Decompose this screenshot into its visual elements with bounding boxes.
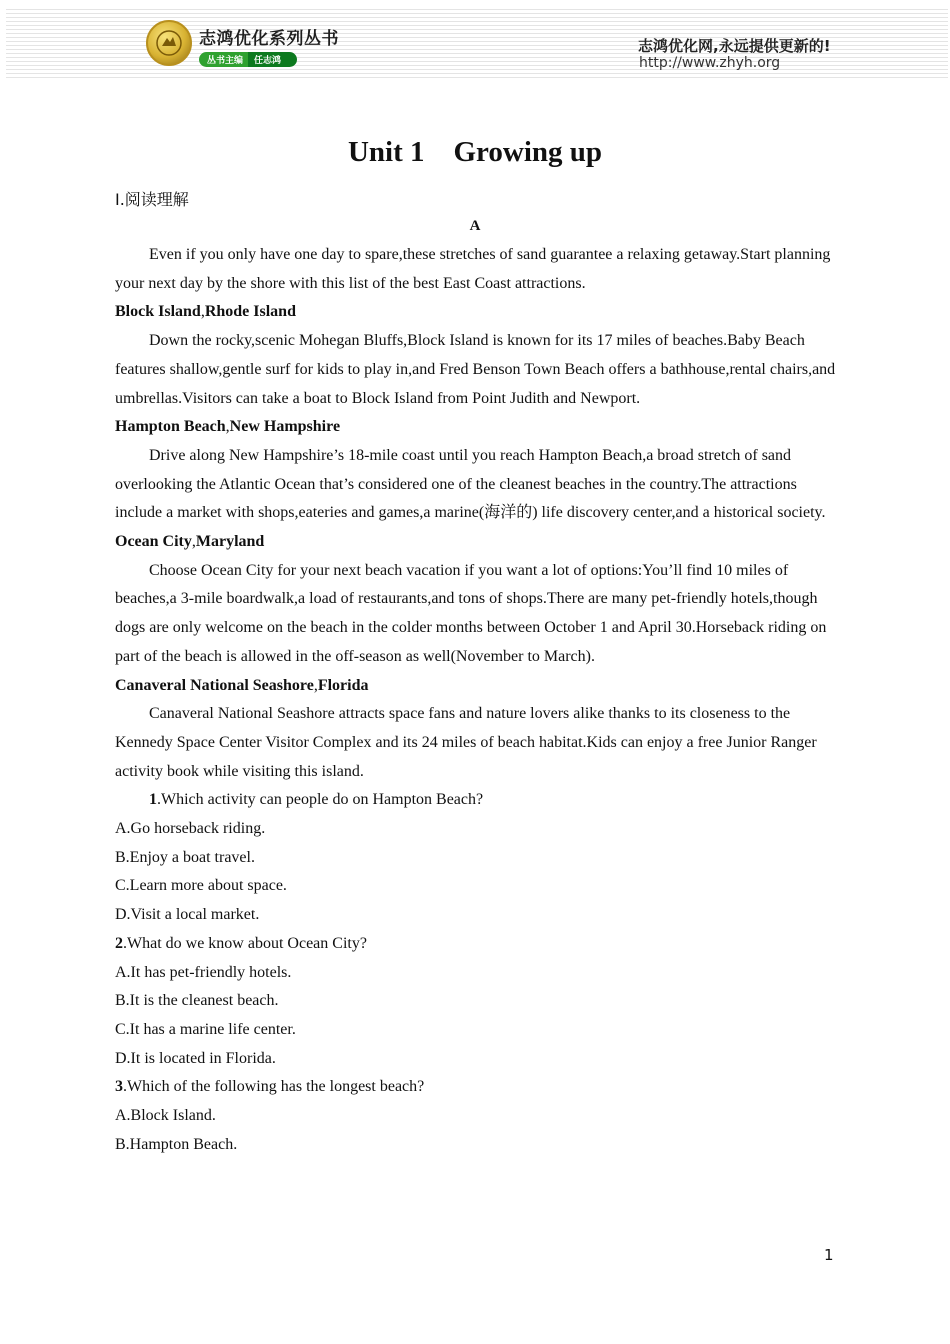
place-paragraph: Choose Ocean City for your next beach vacation if you want a lot of options:You’ll find 10 miles of beaches,a 3-mile boardwalk,a load of restaurants,and tons of shops.There are many pet-friendly hotels,though dogs are only welcome on the beach in the colder months between October 1 and April 30.Horseback riding on part of the beach is allowed in the off-season as well(November to March). [115,561,827,665]
answer-option: A.Go horseback riding. [115,820,266,838]
header-url[interactable]: http://www.zhyh.org [639,55,781,71]
answer-option: B.Enjoy a boat travel. [115,848,255,866]
editor-label: 丛书主编 [207,56,244,66]
passage-label: A [469,218,481,234]
place-heading: Hampton Beach,New Hampshire [115,418,341,436]
section-heading: Ⅰ.阅读理解 [115,190,189,209]
intro-paragraph: Even if you only have one day to spare,these stretches of sand guarantee a relaxing getaway.Start planning your next day by the shore with this list of the best East Coast attractions. [115,246,831,292]
question-stem [115,1073,837,1102]
place-paragraph: Down the rocky,scenic Mohegan Bluffs,Block Island is known for its 17 miles of beaches.Baby Beach features shallow,gentle surf for kids to play in,and Fred Benson Town Beach offers a bathhouse,rental chairs,and umbrellas.Visitors can take a boat to Block Island from Point Judith and Newport. [115,332,836,407]
answer-option: B.It is the cleanest beach. [115,992,279,1010]
question-text: .Which activity can people do on Hampton Beach? [157,791,484,809]
place-heading: Canaveral National Seashore,Florida [115,676,369,694]
place-state: Rhode Island [204,303,296,321]
editor-name: 任志鸿 [254,56,282,66]
series-logo-icon [146,20,192,66]
answer-option: A.Block Island. [115,1107,216,1125]
question-number: 3 [115,1078,123,1096]
place-heading: Ocean City,Maryland [115,533,265,551]
place-name: Block Island [115,303,201,321]
page-header [6,6,948,80]
place-state: Florida [317,676,369,694]
place-name: Hampton Beach [115,418,226,436]
page-title: Unit 1 Growing up [347,136,603,168]
answer-option: B.Hampton Beach. [115,1135,238,1153]
question-stem [115,786,837,815]
series-title: 志鸿优化系列丛书 [199,29,339,49]
place-state: Maryland [195,533,265,551]
question-number: 2 [115,934,123,952]
passage-content [115,241,837,1160]
answer-option: A.It has pet-friendly hotels. [115,963,292,981]
place-paragraph: Canaveral National Seashore attracts space fans and nature lovers alike thanks to its closeness to the Kennedy Space Center Visitor Complex and its 24 miles of beach habitat.Kids can enjoy a free Junior Ranger activity book while visiting this island. [115,705,817,780]
place-paragraph: Drive along New Hampshire’s 18-mile coast until you reach Hampton Beach,a broad stretch of sand overlooking the Atlantic Ocean that’s considered one of the cleanest beaches in the country.The attractions include a market with shops,eateries and games,a marine(海洋的) life discovery center,and a historical society. [115,446,826,522]
page-number: 1 [824,1246,834,1264]
place-name: Ocean City [115,533,192,551]
question-text: .Which of the following has the longest beach? [123,1078,425,1096]
question-number: 1 [149,791,157,809]
answer-option: C.Learn more about space. [115,877,287,895]
answer-option: D.It is located in Florida. [115,1049,276,1067]
question-stem [115,930,837,959]
header-slogan: 志鸿优化网,永远提供更新的! [638,37,831,55]
place-name: Canaveral National Seashore [115,676,314,694]
place-heading: Block Island,Rhode Island [115,303,296,321]
answer-option: D.Visit a local market. [115,906,260,924]
editor-badge [199,52,297,67]
answer-option: C.It has a marine life center. [115,1020,296,1038]
question-text: .What do we know about Ocean City? [123,934,367,952]
place-state: New Hampshire [229,418,341,436]
